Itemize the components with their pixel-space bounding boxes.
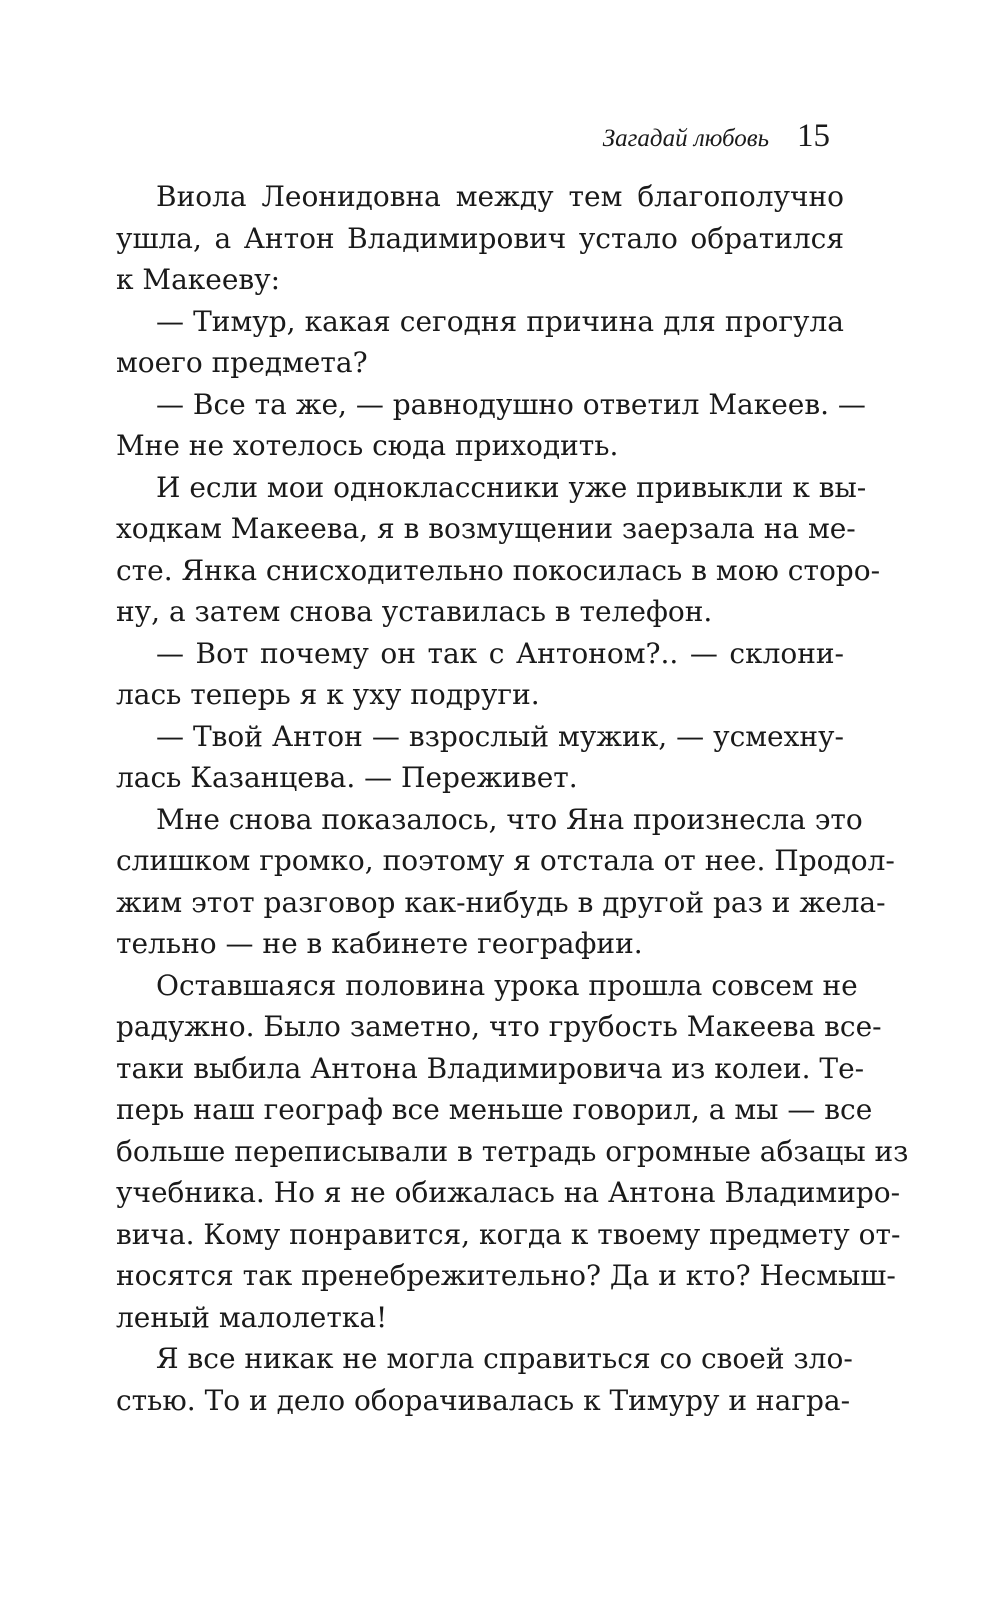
paragraph [116,716,844,799]
text-line: стью. То и дело оборачивалась к Тимуру и награ- [116,1383,851,1417]
text-line: больше переписывали в тетрадь огромные абзацы из [116,1134,909,1168]
paragraph [116,301,844,384]
text-line: перь наш географ все меньше говорил, а мы — все [116,1093,873,1126]
text-line: таки выбила Антона Владимировича из колеи. Те- [116,1051,865,1085]
text-line: моего предмета? [116,346,368,379]
page-number: 15 [797,118,830,154]
text-line: носятся так пренебрежительно? Да и кто? Несмыш- [116,1259,896,1292]
paragraph [116,1338,853,1421]
text-line: тельно — не в кабинете географии. [116,927,643,960]
text-line: Виола Леонидовна между тем благополучно [156,180,844,213]
text-line: ушла, а Антон Владимирович устало обратился [116,221,844,255]
text-line: лась Казанцева. — Переживет. [116,761,578,794]
text-line: слишком громко, поэтому я отстала от нее. Продол- [116,844,895,877]
paragraph [116,633,844,716]
text-line: Оставшаяся половина урока прошла совсем не [156,968,858,1002]
text-line: радужно. Было заметно, что грубость Макеева все- [116,1010,882,1043]
body-text [116,176,909,1421]
text-line: — Тимур, какая сегодня причина для прогула [156,304,844,338]
running-head [603,118,830,155]
paragraph [116,384,866,467]
paragraph [116,467,881,633]
text-line: ходкам Макеева, я в возмущении заерзала на ме- [116,512,856,545]
text-line: Я все никак не могла справиться со своей зло- [156,1342,853,1375]
paragraph [116,965,909,1339]
text-line: жим этот разговор как-нибудь в другой раз и жела- [116,885,886,919]
text-line: к Макееву: [116,263,281,296]
text-line: учебника. Но я не обижалась на Антона Владимиро- [116,1176,901,1209]
text-line: И если мои одноклассники уже привыкли к вы- [156,470,867,504]
paragraph [116,176,844,301]
text-line: — Твой Антон — взрослый мужик, — усмехну- [156,719,844,753]
text-line: — Вот почему он так с Антоном?.. — склони- [156,636,844,670]
text-line: — Все та же, — равнодушно ответил Макеев. — [156,387,866,421]
text-line: лась теперь я к уху подруги. [116,678,540,711]
text-line: ну, а затем снова уставилась в телефон. [116,595,713,628]
text-line: вича. Кому понравится, когда к твоему предмету от- [116,1217,901,1251]
running-title: Загадай любовь [602,125,769,152]
text-line: Мне снова показалось, что Яна произнесла это [156,802,863,836]
text-line: леный малолетка! [116,1300,388,1334]
paragraph [116,799,895,965]
text-line: Мне не хотелось сюда приходить. [116,429,619,462]
text-line: сте. Янка снисходительно покосилась в мою сторо- [116,553,881,587]
